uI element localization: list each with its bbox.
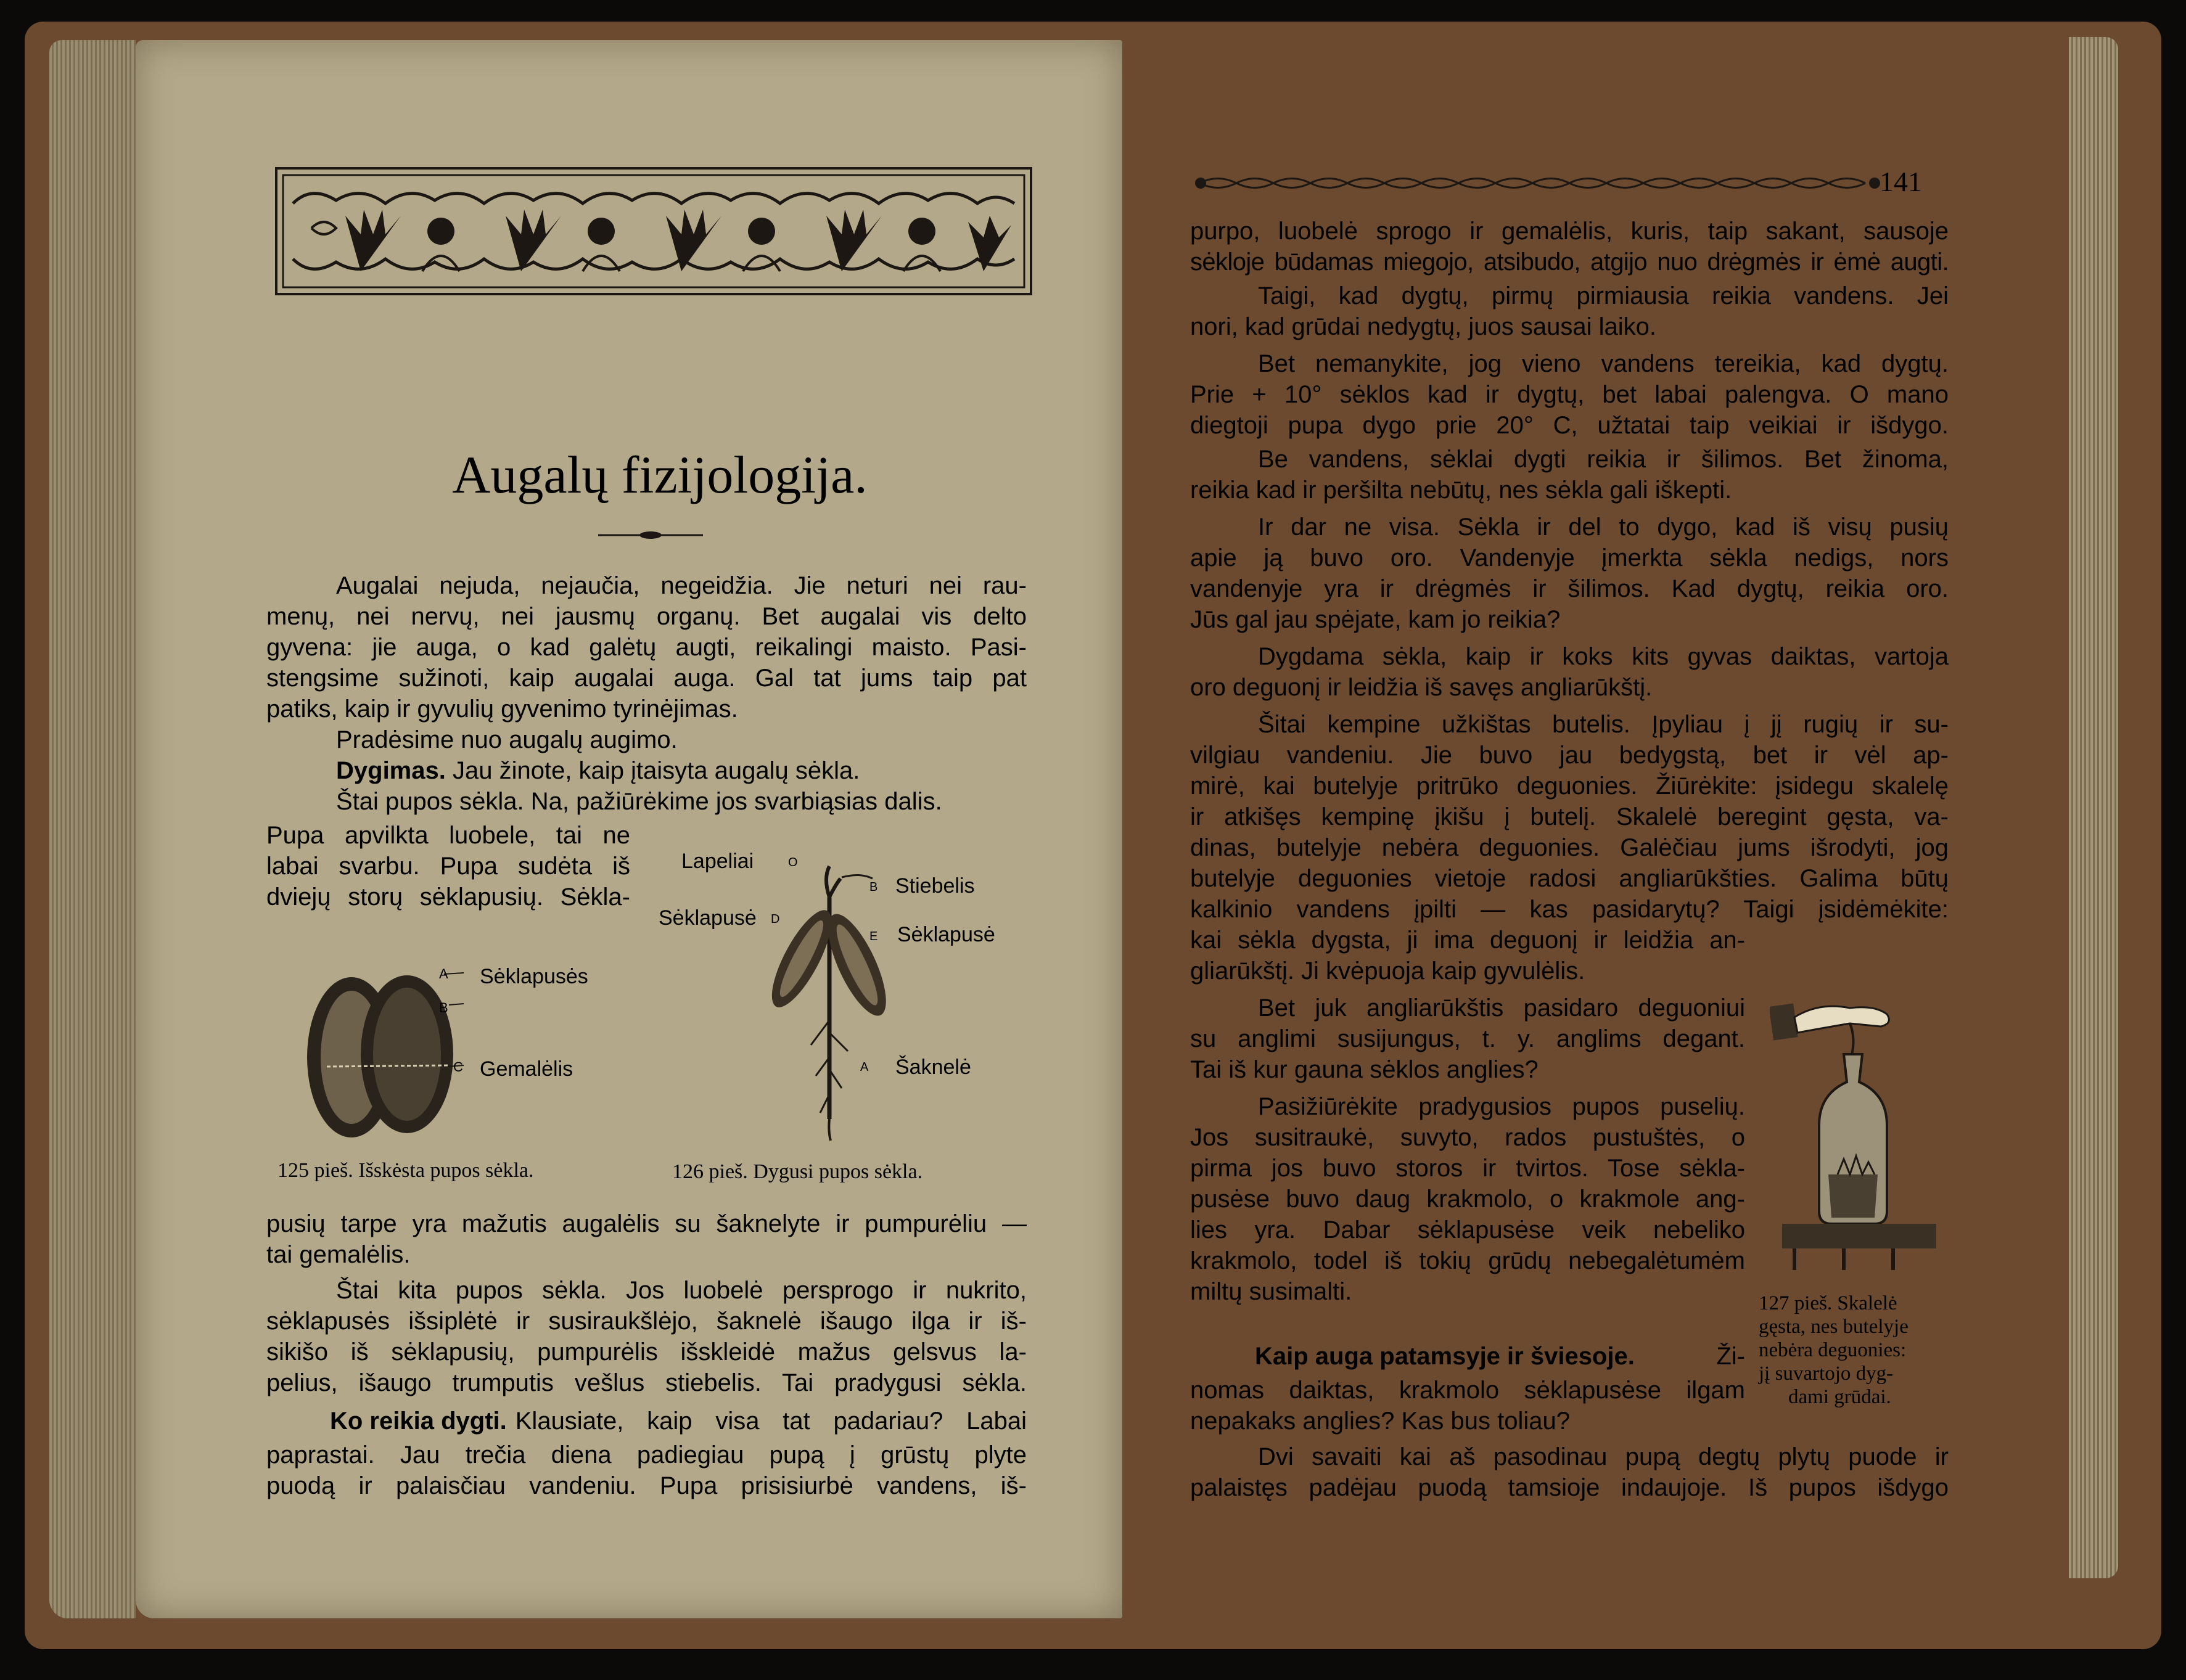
kaip-auga-heading: Kaip auga patamsyje ir šviesoje. <box>1255 1343 1635 1370</box>
fig126-label-o: O <box>788 856 798 869</box>
right-page-edges <box>2069 37 2118 1578</box>
fig126-label-stiebelis: Stiebelis <box>895 874 975 898</box>
figure-126-sprouted-bean <box>768 860 891 1144</box>
fig125-label-gemalelis: Gemalėlis <box>480 1057 573 1081</box>
fig126-label-seklapuse-right: Sėklapusė <box>897 923 995 946</box>
left-para3: Štai pupos sėkla. Na, pažiūrėkime jos svarbiąsias dalis. <box>336 788 942 815</box>
fig125-label-c: C <box>453 1059 463 1075</box>
fig125-label-seklapuses: Sėklapusės <box>480 965 588 988</box>
dygimas-heading: Dygimas. <box>336 757 446 784</box>
ko-reikia-line: Ko reikia dygti. Klausiate, kaip visa tat padariau? Labai <box>330 1406 1027 1436</box>
fig126-label-lapeliai: Lapeliai <box>681 850 754 873</box>
fig126-label-e: E <box>869 930 878 943</box>
fig126-label-b: B <box>869 880 878 894</box>
fig126-label-a: A <box>860 1060 869 1074</box>
fig126-label-d: D <box>771 912 780 926</box>
dygimas-line: Dygimas. Jau žinote, kaip įtaisyta augalų sėkla. <box>336 757 860 784</box>
fig126-caption: 126 pieš. Dygusi pupos sėkla. <box>672 1160 923 1183</box>
title-divider <box>598 529 703 541</box>
figure-125-split-bean <box>302 968 469 1147</box>
page-header-rule <box>1193 168 1884 199</box>
decorative-header-ornament <box>274 166 1033 296</box>
fig126-label-seklapuse-left: Sėklapusė <box>659 906 757 930</box>
fig125-label-a: A <box>439 966 448 981</box>
fig125-caption: 125 pieš. Išskėsta pupos sėkla. <box>277 1159 534 1182</box>
left-para2: Pradėsime nuo augalų augimo. <box>336 726 678 753</box>
left-page-edges <box>49 40 136 1618</box>
figure-127-bottle-experiment <box>1770 990 1949 1273</box>
ko-reikia-heading: Ko reikia dygti. <box>330 1408 507 1435</box>
page-number: 141 <box>1880 166 1922 197</box>
chapter-title: Augalų fizijologija. <box>452 445 868 504</box>
fig125-label-b: B <box>439 1000 448 1015</box>
kaip-auga-line: Kaip auga patamsyje ir šviesoje. Ži- <box>1255 1341 1745 1372</box>
fig126-label-saknele: Šaknelė <box>895 1055 971 1079</box>
